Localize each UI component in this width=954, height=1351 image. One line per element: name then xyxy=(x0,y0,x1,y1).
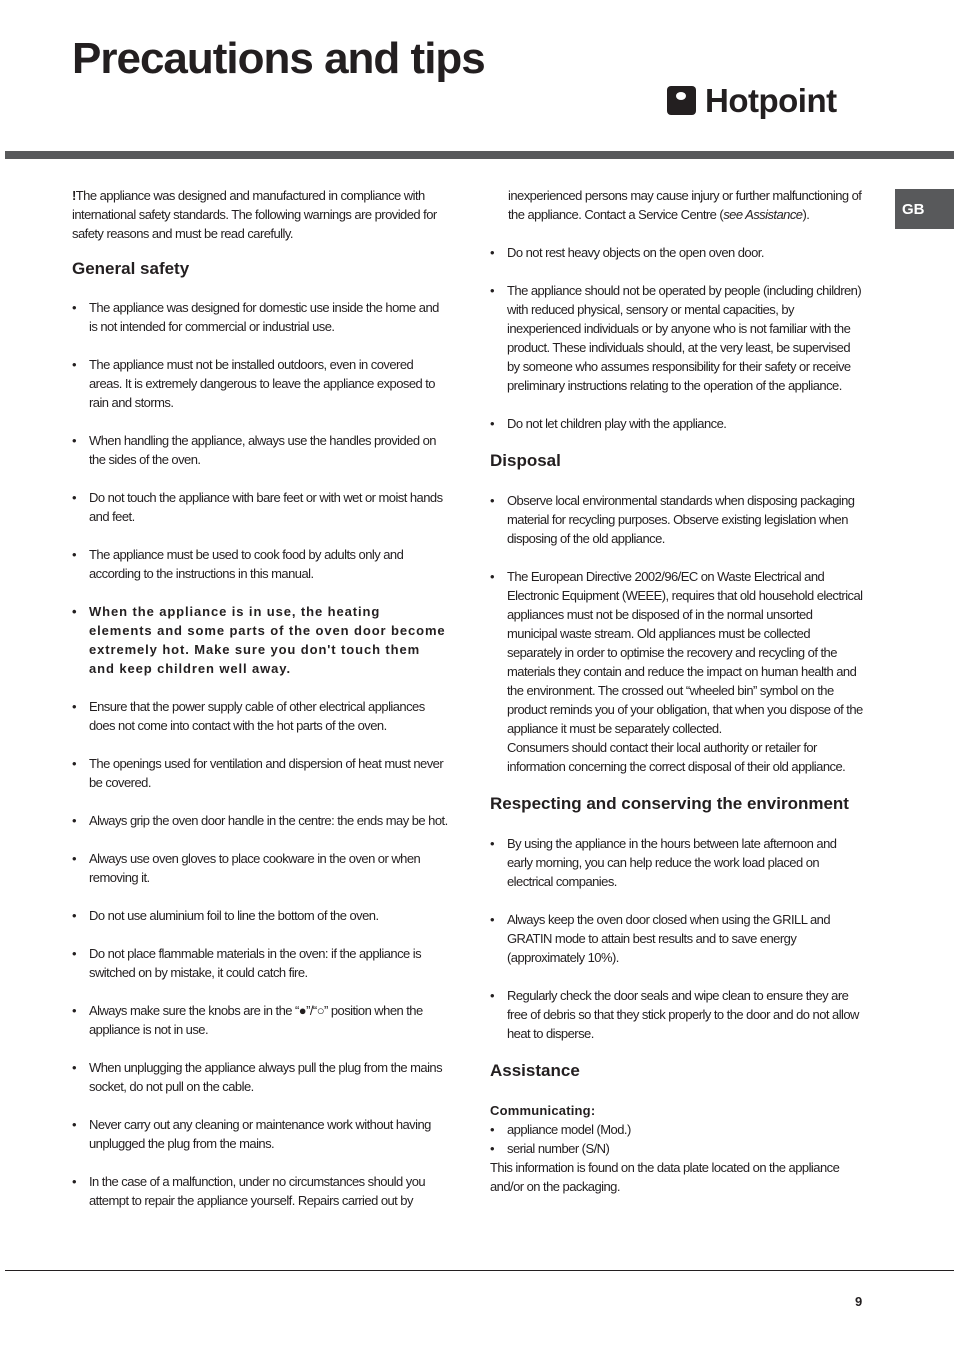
disposal-list xyxy=(490,491,864,738)
header-divider xyxy=(5,151,954,159)
brand-logo xyxy=(667,84,837,117)
see-assistance-ref: see Assistance xyxy=(723,207,803,222)
safety-list-continued xyxy=(490,243,864,433)
right-column xyxy=(490,186,864,1196)
list-item: • Do not rest heavy objects on the open oven door. xyxy=(490,243,864,262)
list-item: • In the case of a malfunction, under no circumstances should you attempt to repair the appliance yourself. Repairs carried out by xyxy=(72,1172,448,1210)
general-safety-heading: General safety xyxy=(72,259,190,278)
general-safety-list xyxy=(72,298,448,1210)
list-item: • Always keep the oven door closed when using the GRILL and GRATIN mode to attain best results and to save energy (approximately 10%). xyxy=(490,910,864,967)
list-item-warning: • When the appliance is in use, the heating elements and some parts of the oven door become extremely hot. Make sure you don't touch them and keep children well away. xyxy=(72,602,448,678)
disposal-note: Consumers should contact their local authority or retailer for information concerning the correct disposal of their old appliance. xyxy=(507,740,846,774)
continuation-text: inexperienced persons may cause injury or further malfunctioning of the appliance. Contact a Service Centre ( xyxy=(508,188,862,222)
list-item: • The appliance should not be operated by people (including children) with reduced physical, sensory or mental capacities, by inexperienced individuals or by anyone who is not familiar with the product. These individuals should, at the very least, be supervised by someone who assumes responsibility for their safety or receive preliminary instructions relating to the operation of the appliance. xyxy=(490,281,864,395)
list-item: • Never carry out any cleaning or maintenance work without having unplugged the plug from the mains. xyxy=(72,1115,448,1153)
page-title: Precautions and tips xyxy=(72,34,485,83)
list-item: • Always make sure the knobs are in the “●”/“○” position when the appliance is not in use. xyxy=(72,1001,448,1039)
list-item: • appliance model (Mod.) xyxy=(490,1120,864,1139)
list-item: • Do not place flammable materials in the oven: if the appliance is switched on by mistake, it could catch fire. xyxy=(72,944,448,982)
list-item: • Regularly check the door seals and wipe clean to ensure they are free of debris so that they stick properly to the door and do not allow heat to disperse. xyxy=(490,986,864,1043)
list-item: • When handling the appliance, always use the handles provided on the sides of the oven. xyxy=(72,431,448,469)
language-tab: GB xyxy=(895,189,954,229)
list-item: • The European Directive 2002/96/EC on Waste Electrical and Electronic Equipment (WEEE), requires that old household electrical appliances must not be disposed of in the normal unsorted municipal waste stream. Old appliances must be collected separately in order to optimise the recovery and recycling of the materials they contain and reduce the impact on human health and the environment. The crossed out “wheeled bin” symbol on the product reminds you of your obligation, that when you dispose of the appliance it must be separately collected. xyxy=(490,567,864,738)
list-item: • The openings used for ventilation and dispersion of heat must never be covered. xyxy=(72,754,448,792)
disposal-heading: Disposal xyxy=(490,451,561,470)
assistance-note: This information is found on the data plate located on the appliance and/or on the packaging. xyxy=(490,1160,840,1194)
intro-paragraph xyxy=(72,186,448,243)
intro-text: The appliance was designed and manufactured in compliance with international safety standards. The following warnings are provided for safety reasons and must be read carefully. xyxy=(72,188,437,241)
footer-divider xyxy=(5,1270,954,1271)
list-item: • By using the appliance in the hours between late afternoon and early morning, you can help reduce the work load placed on electrical companies. xyxy=(490,834,864,891)
warning-mark: ! xyxy=(72,188,76,203)
communicating-label: Communicating: xyxy=(490,1103,596,1118)
page-number: 9 xyxy=(855,1294,863,1309)
list-item: • Do not touch the appliance with bare feet or with wet or moist hands and feet. xyxy=(72,488,448,526)
list-item: • Always grip the oven door handle in the centre: the ends may be hot. xyxy=(72,811,448,830)
communicating-list xyxy=(490,1120,864,1158)
list-item: • The appliance must not be installed outdoors, even in covered areas. It is extremely dangerous to leave the appliance exposed to rain and storms. xyxy=(72,355,448,412)
list-item: • Observe local environmental standards when disposing packaging material for recycling purposes. Observe existing legislation when disposing of the old appliance. xyxy=(490,491,864,548)
environment-heading: Respecting and conserving the environment xyxy=(490,794,849,813)
brand-logo-mark xyxy=(667,86,696,115)
list-item: • When unplugging the appliance always pull the plug from the mains socket, do not pull on the cable. xyxy=(72,1058,448,1096)
left-column xyxy=(72,186,448,1229)
environment-list xyxy=(490,834,864,1043)
list-item: • Do not use aluminium foil to line the bottom of the oven. xyxy=(72,906,448,925)
continuation-end: ). xyxy=(802,207,810,222)
list-item: • Always use oven gloves to place cookware in the oven or when removing it. xyxy=(72,849,448,887)
list-item: • Ensure that the power supply cable of other electrical appliances does not come into contact with the hot parts of the oven. xyxy=(72,697,448,735)
assistance-heading: Assistance xyxy=(490,1061,580,1080)
list-item: • Do not let children play with the appliance. xyxy=(490,414,864,433)
list-item: • serial number (S/N) xyxy=(490,1139,864,1158)
list-item: • The appliance must be used to cook food by adults only and according to the instructions in this manual. xyxy=(72,545,448,583)
brand-logo-text: Hotpoint xyxy=(705,82,837,119)
continuation-paragraph xyxy=(490,186,864,224)
list-item: • The appliance was designed for domestic use inside the home and is not intended for commercial or industrial use. xyxy=(72,298,448,336)
